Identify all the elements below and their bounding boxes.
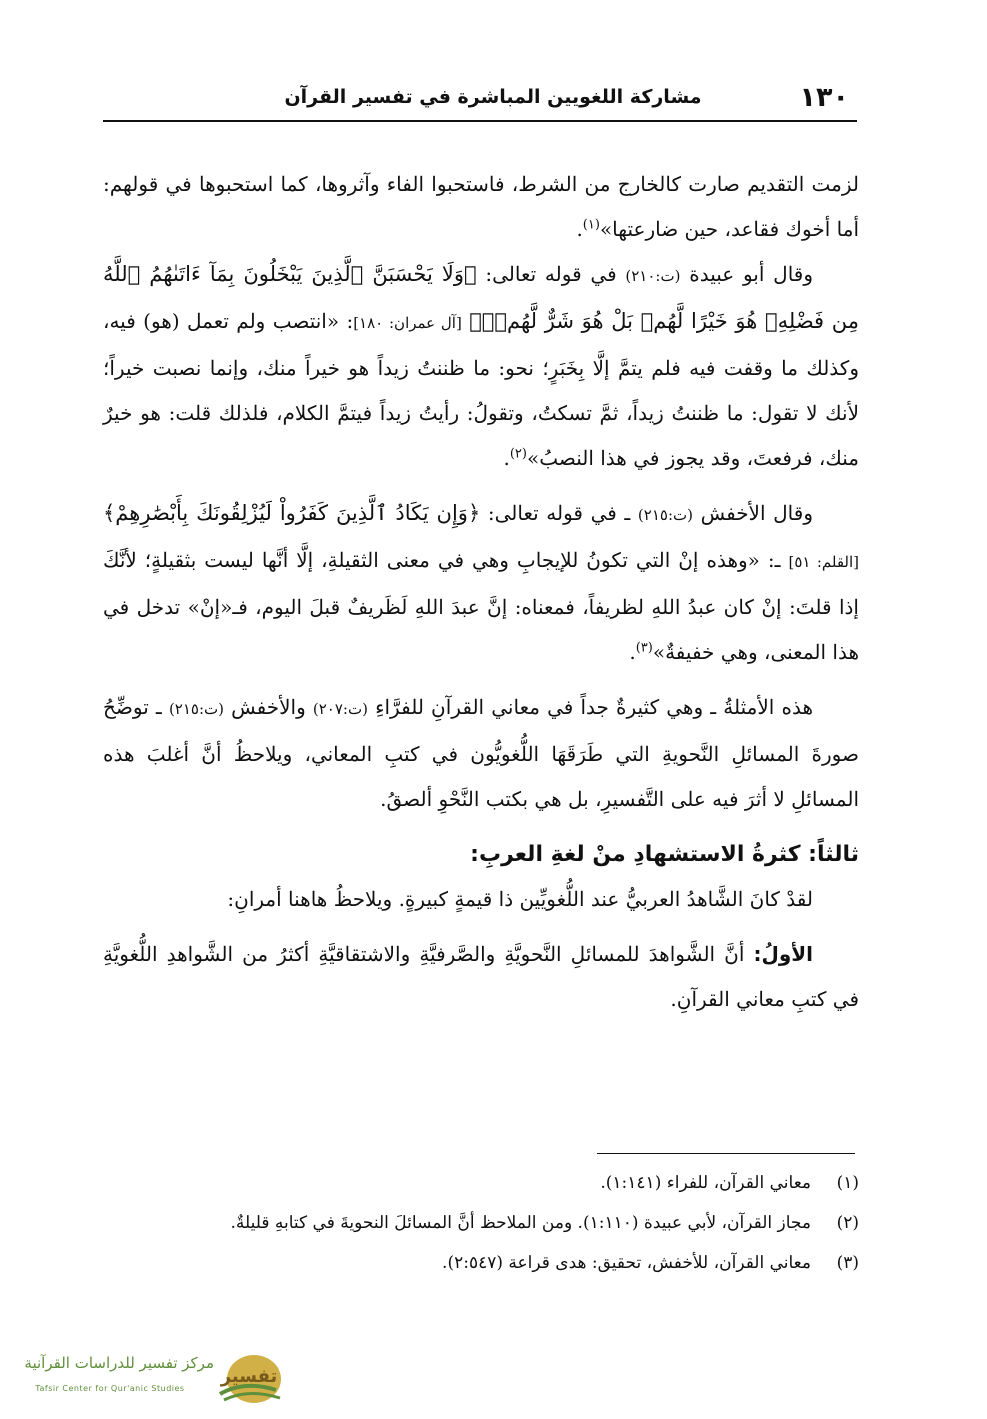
quran-verse: ﴿وَإِن يَكَادُ ٱلَّذِينَ كَفَرُواْ لَيُزْلِقُونَكَ بِأَبْصَٰرِهِمْ﴾ [103,501,481,525]
death-date: (ت:٢١٥) [637,506,693,524]
paragraph-2: وقال أبو عبيدة (ت:٢١٠) في قوله تعالى: ﴿وَلَا يَحْسَبَنَّ ٱلَّذِينَ يَبْخَلُونَ بِمَآ ءَاتَىٰهُمُ ٱللَّهُ مِن فَضْلِهِۦ هُوَ خَيْرًا لَّهُمۖ بَلْ هُوَ شَرٌّ لَّهُمۡۖ﴾ [آل عمران: ١٨٠]: «انتصب ولم تعمل (هو) فيه، وكذلك ما وقفت فيه فلم يتمَّ إلَّا بِخَبَرٍ؛ نحو: ما ظننتُ زيداً هو خيراً منك، وإنما نصبت خيراً؛ لأنك لا تقول: ما ظننتُ زيداً، ثمَّ تسكتُ، وتقولُ: رأيتُ زيداً فيتمَّ الكلام، فلذلك قلت: هو خيرٌ منك، فرفعتَ، وقد يجوز في هذا النصبُ»$^{(٢)}$. [103,262,859,470]
footnote-text: مجاز القرآن، لأبي عبيدة (١:١١٠). ومن الملاحظ أنَّ المسائلَ النحويةَ في كتابهِ قليلةٌ. [230,1213,811,1233]
logo-mark-text: تفسير [220,1366,278,1387]
list-lead: الأولُ: [753,942,814,966]
footnote-number: (٣) [836,1253,859,1273]
verse-reference: [آل عمران: ١٨٠] [353,314,462,332]
footnote-ref-3: (٣) [635,640,653,656]
footnote-text: معاني القرآن، للفراء (١:١٤١). [600,1173,811,1193]
death-date: (ت:٢١٥) [168,700,224,718]
paragraph-4: هذه الأمثلةُ ـ وهي كثيرةٌ جداً في معاني القرآنِ للفرَّاءِ (ت:٢٠٧) والأخفش (ت:٢١٥) ـ توضِّحُ صورةَ المسائلِ النَّحويةِ التي طَرَقَهَا اللُّغويُّون في كتبِ المعاني، ويلاحظُ أنَّ أغلبَ هذه المسائلِ لا أثرَ فيه على التَّفسيرِ، بل هي بكتب النَّحْوِ ألصقُ. [103,695,859,811]
footnote-ref-1: (١) [582,217,600,233]
footnote-item [103,1208,859,1238]
footnote-text: معاني القرآن، للأخفش، تحقيق: هدى قراعة (٢:٥٤٧). [442,1253,811,1273]
section-heading: ثالثاً: كثرةُ الاستشهادِ منْ لغةِ العربِ: [470,842,859,867]
page-header [103,78,857,122]
footnote-item [103,1168,859,1198]
footnote-item [103,1248,859,1278]
logo-english-text: Tafsir Center for Qur'anic Studies [35,1384,185,1393]
page-number: ١٣٠ [799,82,849,113]
verse-reference: [القلم: ٥١] [788,553,860,571]
body-text [103,162,859,1032]
paragraph-6: الأولُ: أنَّ الشَّواهدَ للمسائلِ النَّحويَّةِ والصَّرفيَّةِ والاشتقاقيَّةِ أكثرُ من الشَّواهدِ اللُّغويَّةِ في كتبِ معاني القرآنِ. [103,942,859,1011]
death-date: (ت:٢١٠) [625,267,681,285]
footnote-number: (١) [836,1173,859,1193]
tafsir-center-logo [0,1350,290,1410]
logo-arabic-text: مركز تفسير للدراسات القرآنية [24,1354,214,1372]
footnote-ref-2: (٢) [509,446,527,462]
footnotes [103,1168,859,1288]
quran-verse: ﴿وَلَا يَحْسَبَنَّ ٱلَّذِينَ يَبْخَلُونَ بِمَآ ءَاتَىٰهُمُ ٱللَّهُ مِن فَضْلِهِۦ هُوَ خَيْرًا لَّهُمۖ بَلْ هُوَ شَرٌّ لَّهُمۡۖ﴾ [103,262,859,333]
paragraph-1: لزمت التقديم صارت كالخارج من الشرط، فاستحبوا الفاء وآثروها، كما استحبوها في قولهم: أما أخوك فقاعد، حين ضارعتها»$^{(١)}$. [103,172,859,241]
paragraph-5: لقدْ كانَ الشَّاهدُ العربيُّ عند اللُّغويِّين ذا قيمةٍ كبيرةٍ. ويلاحظُ هاهنا أمرانِ: [227,887,813,911]
footnote-number: (٢) [836,1213,859,1233]
footnote-divider [597,1153,855,1154]
paragraph-3: وقال الأخفش (ت:٢١٥) ـ في قوله تعالى: ﴿وَإِن يَكَادُ ٱلَّذِينَ كَفَرُواْ لَيُزْلِقُونَكَ بِأَبْصَٰرِهِمْ﴾ [القلم: ٥١] ـ: «وهذه إنْ التي تكونُ للإيجابِ وهي في معنى الثقيلةِ، إلَّا أنَّها ليست بثقيلةٍ؛ لأنَّكَ إذا قلتَ: إنْ كان عبدُ اللهِ لظريفاً، فمعناه: إنَّ عبدَ اللهِ لَظَريفٌ قبلَ اليوم، فـ«إنْ» تدخل في هذا المعنى، وهي خفيفةٌ»$^{(٣)}$. [103,501,860,664]
running-title: مشاركة اللغويين المباشرة في تفسير القرآن [284,86,702,108]
death-date: (ت:٢٠٧) [312,700,368,718]
